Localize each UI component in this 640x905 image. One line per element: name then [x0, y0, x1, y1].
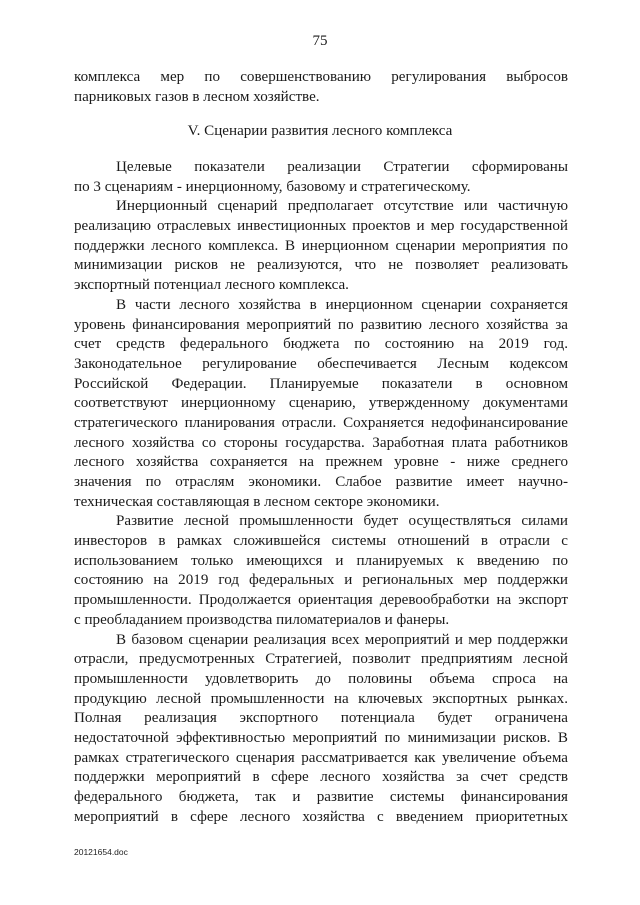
text-line: комплекса мер по совершенствованию регулирования выбросов [74, 69, 568, 85]
text-line: стратегического планирования отрасли. Сохраняется недофинансирование [74, 414, 568, 431]
text-line: инвесторов в рамках сложившейся системы отношений в отрасли с [74, 533, 568, 550]
text-line: мероприятий в сфере лесного хозяйства с введением приоритетных [74, 808, 568, 825]
text-line: продукцию лесной промышленности на ключевых экспортных рынках. [74, 690, 568, 707]
text-line: Полная реализация экспортного потенциала будет ограничена [74, 710, 568, 727]
text-line: поддержки лесного комплекса. В инерционном сценарии мероприятия по [74, 237, 568, 254]
paragraph [74, 296, 568, 513]
body-text [74, 158, 568, 827]
text-line: Законодательное регулирование обеспечивается Лесным кодексом [74, 355, 568, 372]
footer-filename: 20121654.doc [74, 847, 128, 857]
text-line: использованием только имеющихся и планируемых к введению по [74, 552, 568, 569]
paragraph [74, 158, 568, 197]
text-line: рамках стратегического сценария рассматривается как увеличение объема [74, 749, 568, 766]
text-line: В базовом сценарии реализация всех мероприятий и мер поддержки [116, 631, 568, 648]
text-line: лесного хозяйства со стороны государства. Заработная плата работников [74, 434, 568, 451]
text-line: с преобладанием производства пиломатериалов и фанеры. [74, 611, 450, 628]
text-line: Инерционный сценарий предполагает отсутствие или частичную [116, 198, 568, 215]
text-line: недостаточной эффективностью мероприятий по минимизации рисков. В [74, 729, 568, 746]
text-line: лесного хозяйства сохраняется на прежнем уровне - ниже среднего [74, 454, 568, 471]
page-number: 75 [312, 33, 328, 49]
text-line: уровень финансирования мероприятий по развитию лесного хозяйства за [74, 316, 568, 333]
text-line: экспортный потенциал лесного комплекса. [74, 277, 349, 294]
text-line: техническая составляющая в лесном секторе экономики. [74, 493, 440, 510]
text-line: поддержки мероприятий в сфере лесного хозяйства за счет средств [74, 769, 568, 786]
text-line: отрасли, предусмотренных Стратегией, позволит предприятиям лесной [74, 651, 568, 668]
text-line: соответствуют инерционному сценарию, утвержденному документами [74, 395, 568, 412]
text-line: минимизации рисков не реализуются, что не позволяет реализовать [74, 257, 568, 274]
text-line: счет средств федерального бюджета по состоянию на 2019 год. [74, 336, 568, 353]
paragraph [74, 197, 568, 295]
text-line: реализацию отраслевых инвестиционных проектов и мер государственной [74, 218, 568, 235]
text-line: промышленности. Продолжается ориентация деревообработки на экспорт [74, 592, 568, 609]
paragraph [74, 512, 568, 630]
text-line: Целевые показатели реализации Стратегии сформированы [116, 159, 568, 175]
text-line: значения по отраслям экономики. Слабое развитие имеет научно- [74, 474, 568, 490]
text-line: состоянию на 2019 год федеральных и региональных мер поддержки [74, 572, 568, 589]
paragraph [74, 631, 568, 828]
text-line: Российской Федерации. Планируемые показатели в основном [74, 375, 568, 392]
section-heading: V. Сценарии развития лесного комплекса [187, 123, 453, 139]
text-line: парниковых газов в лесном хозяйстве. [74, 88, 320, 105]
text-line: промышленности удовлетворить до половины объема спроса на [74, 670, 568, 687]
intro-paragraph [74, 68, 568, 107]
text-line: В части лесного хозяйства в инерционном сценарии сохраняется [116, 296, 568, 313]
text-line: федерального бюджета, так и развитие системы финансирования [74, 789, 568, 805]
text-line: по 3 сценариям - инерционному, базовому и стратегическому. [74, 178, 471, 195]
text-line: Развитие лесной промышленности будет осуществляться силами [116, 513, 568, 530]
